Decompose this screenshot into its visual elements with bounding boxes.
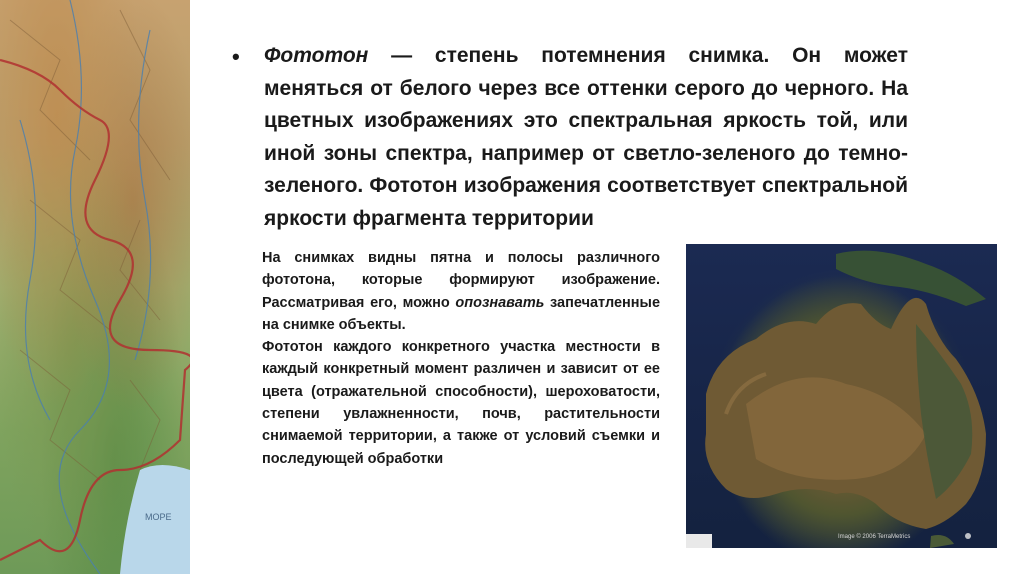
- satellite-image: [686, 244, 997, 548]
- svg-text:МОРЕ: МОРЕ: [145, 512, 172, 522]
- physical-map-image: [0, 0, 190, 574]
- paragraph-fototon-factors: Фототон каждого конкретного участка местности в каждый конкретный момент различен и зависит от ее цвета (отражательной способности), шероховатости, степени увлажненности, почв, растительности снимаемой территории, а также от условий съемки и последующей обработки: [262, 339, 660, 467]
- paragraph-spots: На снимках видны пятна и полосы различного фототона, которые формируют изображение. Рассматривая его, можно опознавать запечатленные на снимке объекты.: [262, 250, 661, 333]
- bullet-text: [264, 40, 908, 235]
- image-corner-label: [686, 534, 712, 548]
- emphasis-word: опознавать: [455, 294, 545, 311]
- bullet-marker: •: [232, 44, 240, 69]
- term-definition: — степень потемнения снимка. Он может меняться от белого через все оттенки серого до черного. На цветных изображениях это спектральная яркость той, или иной зоны спектра, например от светло-зеленого до темно-зеленого. Фототон изображения соответствует спектральной яркости фрагмента территории: [264, 44, 908, 230]
- image-credit: Image © 2006 TerraMetrics: [838, 534, 911, 540]
- term-fototon: Фототон: [264, 44, 369, 67]
- description-block: [262, 247, 660, 470]
